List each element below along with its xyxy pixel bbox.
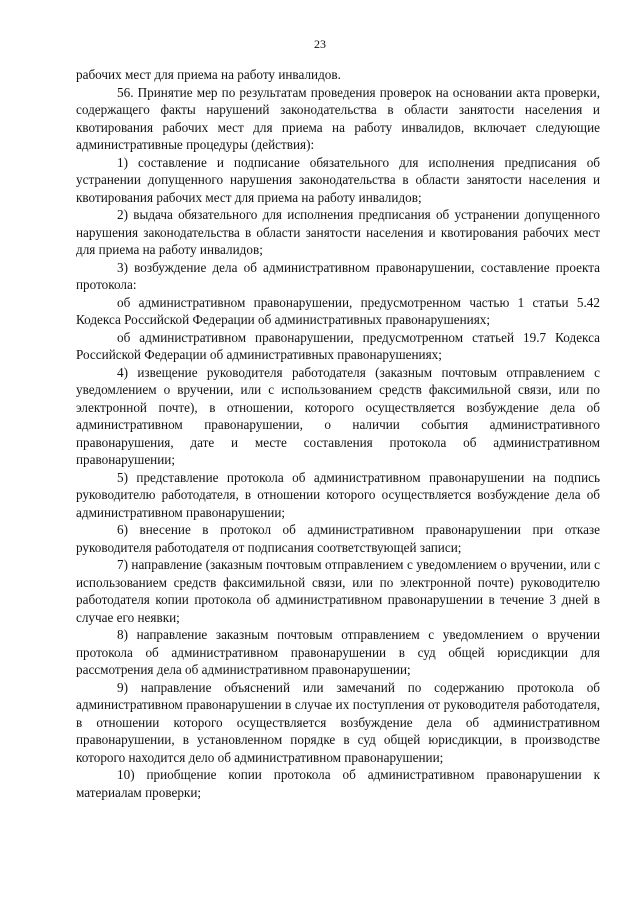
page-number: 23 <box>314 37 326 51</box>
paragraph-subitem-6: 6) внесение в протокол об административном правонарушении при отказе руководителя работодателя от подписания соответствующей записи; <box>76 522 600 555</box>
document-body <box>76 66 600 801</box>
paragraph-item-56: 56. Принятие мер по результатам проведения проверок на основании акта проверки, содержащего факты нарушений законодательства в области занятости населения и квотирования рабочих мест для приема на работу инвалидов, включает следующие административные процедуры (действия): <box>76 84 600 152</box>
paragraph-subitem-4: 4) извещение руководителя работодателя (заказным почтовым отправлением с уведомлением о вручении, или с использованием средств факсимильной связи, или по электронной почте), в отношении, которого осуществляется возбуждение дела об административном правонарушении, о наличии события административного правонарушения, дате и месте составления протокола об административном правонарушении; <box>76 364 600 467</box>
paragraph-subitem-3-part-b: об административном правонарушении, предусмотренном статьей 19.7 Кодекса Российской Федерации об административных правонарушениях; <box>76 329 600 362</box>
paragraph-subitem-5: 5) представление протокола об административном правонарушении на подпись руководителю работодателя, в отношении которого осуществляется возбуждение дела об административном правонарушении; <box>76 469 600 520</box>
paragraph-subitem-9: 9) направление объяснений или замечаний по содержанию протокола об административном правонарушении в случае их поступления от руководителя работодателя, в отношении которого осуществляется возбуждение дела об административном правонарушении, в установленном порядке в суд общей юрисдикции, в производстве которого находится дело об административном правонарушении; <box>76 679 600 765</box>
paragraph-subitem-3: 3) возбуждение дела об административном правонарушении, составление проекта протокола: <box>76 259 600 292</box>
paragraph-subitem-8: 8) направление заказным почтовым отправлением с уведомлением о вручении протокола об административном правонарушении в суд общей юрисдикции для рассмотрения дела об административном правонарушении; <box>76 627 600 677</box>
paragraph-subitem-7: 7) направление (заказным почтовым отправлением с уведомлением о вручении, или с использованием средств факсимильной связи, или по электронной почте) руководителю работодателя копии протокола об административном правонарушении в течение 3 дней в случае его неявки; <box>76 557 600 625</box>
paragraph-subitem-10: 10) приобщение копии протокола об административном правонарушении к материалам проверки; <box>76 767 600 800</box>
paragraph-subitem-1: 1) составление и подписание обязательного для исполнения предписания об устранении допущенного нарушения законодательства в области занятости населения и квотирования рабочих мест для приема на работу инвалидов; <box>76 154 600 205</box>
paragraph-continuation: рабочих мест для приема на работу инвалидов. <box>76 67 341 82</box>
paragraph-subitem-3-part-a: об административном правонарушении, предусмотренном частью 1 статьи 5.42 Кодекса Российской Федерации об административных правонарушениях; <box>76 294 600 327</box>
paragraph-subitem-2: 2) выдача обязательного для исполнения предписания об устранении допущенного нарушения законодательства в области занятости населения и квотирования рабочих мест для приема на работу инвалидов; <box>76 207 600 257</box>
